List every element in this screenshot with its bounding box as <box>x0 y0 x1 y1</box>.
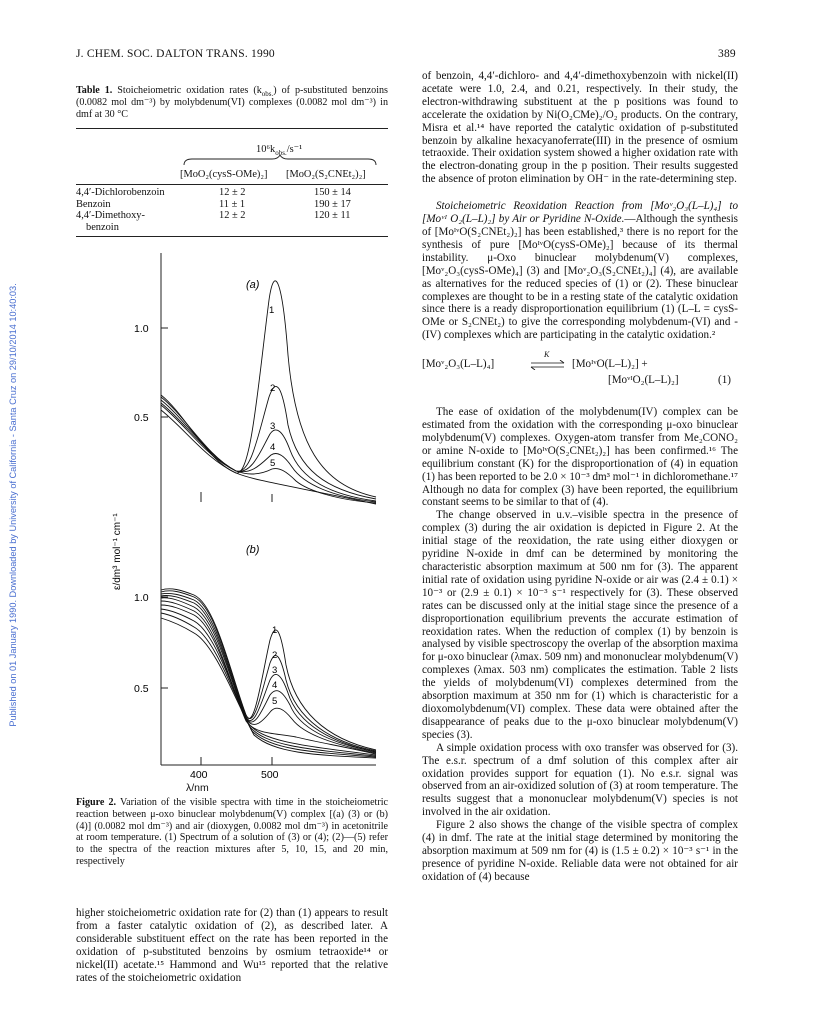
panel-a-label: (a) <box>246 279 260 291</box>
unit-header: 10⁶k <box>256 144 276 155</box>
equation-k: K <box>544 350 550 360</box>
table-row <box>76 199 388 211</box>
curve-a-3 <box>161 400 376 501</box>
paragraph-benzoin: of benzoin, 4,4′-dichloro- and 4,4′-dimethoxybenzoin with nickel(II) acetate were 1.0, 2.4, and 0.21, respectively. In their study, the electron-withdrawing substituent at the p positions was found to accelerate the oxidation by Ni(O₂CMe)₂/O₂ products. On the contrary, Misra et al.¹⁴ have reported the catalytic oxidation of p-substituted benzoin by alkaline hexacyanoferrate(III) in the presence of osmium tetraoxide. Their oxidation system showed a higher oxidation rate with the electron-donating group in the p position. Their results suggested the absence of proton elimination by OH⁻ in the rate-determining step. <box>422 70 738 186</box>
curve-b-5 <box>161 598 376 753</box>
equation-1 <box>422 350 738 394</box>
ytick-label-a-2: 0.5 <box>134 412 149 424</box>
row-value-b: 190 ± 17 <box>314 198 351 210</box>
journal-header: J. CHEM. SOC. DALTON TRANS. 1990 <box>76 48 275 60</box>
curve-label-a-2: 2 <box>270 383 276 394</box>
curve-a-4 <box>161 403 376 502</box>
row-value-a: 12 ± 2 <box>219 187 246 198</box>
ytick-label-b-1: 1.0 <box>134 592 149 604</box>
table-row <box>76 210 388 222</box>
xtick-label-500: 500 <box>261 769 279 780</box>
page-number: 389 <box>718 48 736 60</box>
unit-header-tail: /s⁻¹ <box>286 144 303 155</box>
row-name: 4,4′-Dimethoxy- <box>76 210 145 222</box>
table-row <box>76 222 388 234</box>
row-name: Benzoin <box>76 198 111 210</box>
table-caption-sub: obs. <box>261 90 274 99</box>
reoxidation-text: —Although the synthesis of [MoᴵᵛO(S₂CNEt₂)₂] has been established,³ there is no report for the synthesis of pure [MoᴵᵛO(cysS-OMe)₂] because of its thermal instability. μ-Oxo binuclear molybdenum(V) complexes, [Moᵛ₂O₃(cysS-OMe)₄] (3) and [Moᵛ₂O₃(S₂CNEt₂)₄] (4), are available as alternatives for the reduced species of (1) or (2). These binuclear complexes are thought to be in a resting state of the catalytic oxidation since there is a ready disproportionation equilibrium (1) (L–L = cysS-OMe or S₂CNEt₂) to give the corresponding molybdenum-(VI) and -(IV) complexes which are participating in the catalytic oxidation.² <box>422 213 738 342</box>
curve-label-b-2: 2 <box>272 650 278 661</box>
right-column <box>422 70 738 884</box>
table-caption-rest: ) of p-substituted benzoins (0.0082 mol dm⁻³) by molybdenum(VI) complexes (0.0082 mol dm⁻³) in dmf at 30 °C <box>76 85 388 120</box>
paragraph-reoxidation <box>422 200 738 342</box>
curve-label-b-4: 4 <box>272 680 278 691</box>
paragraph-figure2-complex4: Figure 2 also shows the change of the visible spectra of complex (4) in dmf. The rate at the initial stage determined by monitoring the absorption maximum at 509 nm for (4) is (1.5 ± 0.2) × 10⁻³ s⁻¹ in the presence of pyridine N-oxide. Reliable data were not obtained for air oxidation of (4) because <box>422 819 738 883</box>
paragraph-uv-visible: The change observed in u.v.–visible spectra in the presence of complex (3) during the air oxidation is depicted in Figure 2. At the initial stage of the reoxidation, the rate using either dioxygen or pyridine N-oxide in dmf can be determined by monitoring the characteristic absorption maximum at 500 nm for (3). The apparent initial rate of oxidation using pyridine N-oxide or air was (2.4 ± 0.1) × 10⁻³ or (2.9 ± 0.1) × 10⁻³ s⁻¹ respectively for (3). These observed rates can be discussed only at the initial stage since the presence of a disproportionation equilibrium prevents the accurate estimation of reoxidation rates. When the reduction of complex (1) by benzoin is analysed by visible spectroscopy the overlap of the absorption maxima for μ-oxo binuclear (λmax. 509 nm) and mononuclear molybdenum(V) complexes (λmax. 503 nm) complicates the estimation. Table 2 lists the yields of molybdenum(VI) complexes determined from the absorption maximum at 350 nm for (1) which is characteristic for a dioxomolybdenum(VI) complex. These data were obtained after the disappearance of peaks due to the μ-oxo binuclear molybdenum(V) species (3). <box>422 509 739 741</box>
download-notice: Published on 01 January 1990. Downloaded by University of California - Santa Cruz on 29/10/2014 10:40:03. <box>8 283 18 727</box>
table-body <box>76 187 388 233</box>
table-row <box>76 187 388 199</box>
row-name: benzoin <box>86 221 119 233</box>
row-value-a: 11 ± 1 <box>219 198 246 210</box>
curve-b-6 <box>161 601 376 754</box>
curve-a-5 <box>161 405 376 503</box>
figure-2-spectra <box>76 245 388 780</box>
ytick-label-b-2: 0.5 <box>134 683 149 695</box>
curve-label-a-4: 4 <box>270 442 276 453</box>
table-col1-header: [MoO₂(cysS-OMe)₂] <box>180 169 268 180</box>
equilibrium-arrow-icon <box>530 360 566 370</box>
equation-right-1: [MoᴵᵛO(L–L)₂] + <box>572 358 648 371</box>
curve-label-b-5: 5 <box>272 696 278 707</box>
xtick-label-400: 400 <box>190 769 208 780</box>
y-axis-label: ε/dm³ mol⁻¹ cm⁻¹ <box>112 513 123 590</box>
paragraph-ease-of-oxidation: The ease of oxidation of the molybdenum(IV) complex can be estimated from the oxidation with the corresponding μ-oxo binuclear molybdenum(V) complexes. Oxygen-atom transfer from Me₂CONO₂ or amine N-oxide to [MoᴵᵛO(S₂CNEt₂)₂] has been confirmed.¹⁶ The equilibrium constant (K) for the disproportionation of (4) in equation (1) has been reported to be 2.0 × 10⁻³ dm³ mol⁻¹ in dichloromethane.¹⁷ Although no data for complex (3) have been reported, the equilibrium constant seems to be similar to that of (4). <box>422 406 738 509</box>
table-caption-text: Stoicheiometric oxidation rates (k <box>117 85 262 96</box>
table-col2-header: [MoO₂(S₂CNEt₂)₂] <box>286 169 366 180</box>
panel-b-label: (b) <box>246 544 260 556</box>
table-top-rule <box>76 128 388 129</box>
unit-header-sub: obs. <box>275 149 287 158</box>
table-caption-label: Table 1. <box>76 85 113 96</box>
x-axis-label: λ/nm <box>186 782 209 794</box>
equation-left: [Moᵛ₂O₃(L–L)₄] <box>422 358 495 371</box>
table-mid-rule <box>76 184 388 185</box>
curve-b-10 <box>161 618 376 758</box>
ytick-label-a-1: 1.0 <box>134 323 149 335</box>
curve-label-b-3: 3 <box>272 665 278 676</box>
row-name: 4,4′-Dichlorobenzoin <box>76 187 165 198</box>
curve-b-4 <box>161 595 376 752</box>
paragraph-oxo-transfer: A simple oxidation process with oxo transfer was observed for (3). The e.s.r. spectrum of a dmf solution of this complex after air oxidation provides support for equation (1). No e.s.r. signal was observed from an air-oxidized solution of (3) at room temperature. The results suggest that a mononuclear molybdenum(V) species is not involved in the air oxidation. <box>422 741 738 819</box>
row-value-b: 120 ± 11 <box>314 210 351 222</box>
table-bottom-rule <box>76 236 388 237</box>
equation-number: (1) <box>718 374 731 387</box>
left-body-paragraph: higher stoicheiometric oxidation rate for (2) than (1) appears to result from a faster catalytic oxidation of (2), as described later. A considerable substituent effect on the rate has been reported in the oxidation of p-substituted benzoins by osmium tetraoxide¹⁴ or nickel(II) acetate.¹⁵ Hammond and Wu¹⁵ reported that the relative rates of the stoicheiometric oxidation <box>76 907 388 984</box>
equation-right-2: [MoᵛᴵO₂(L–L)₂] <box>608 374 679 387</box>
table-brace <box>180 155 380 167</box>
figure-caption-label: Figure 2. <box>76 797 117 808</box>
reoxidation-heading: Stoicheiometric Reoxidation Reaction from [Moᵛ₂O₃(L–L)₄] to [Moᵛᴵ O₂(L–L)₂] by Air or Pyridine N-Oxide. <box>422 200 738 226</box>
figure-caption-text: Variation of the visible spectra with time in the stoicheiometric reaction between μ-oxo binuclear molybdenum(V) complex [(a) (3) or (b) (4)] (0.0082 mol dm⁻³) and air (dioxygen, 0.0082 mol dm⁻³) in acetonitrile at room temperature. (1) Spectrum of a solution of (3) or (4); (2)—(5) refer to the spectra of the reaction mixtures after 5, 10, 15, and 20 min, respectively <box>76 797 388 867</box>
curve-label-b-1: 1 <box>272 625 278 636</box>
row-value-b: 150 ± 14 <box>314 187 351 198</box>
panel-b-curves <box>161 589 376 758</box>
table-caption <box>76 85 388 120</box>
curve-label-a-1: 1 <box>269 305 275 316</box>
row-value-a: 12 ± 2 <box>219 210 246 222</box>
curve-b-3 <box>161 593 376 752</box>
figure-caption <box>76 797 388 868</box>
left-column-body <box>76 907 388 984</box>
curve-b-8 <box>161 609 376 756</box>
table-unit-header <box>256 144 302 156</box>
curve-label-a-3: 3 <box>270 421 276 432</box>
curve-label-a-5: 5 <box>270 458 276 469</box>
